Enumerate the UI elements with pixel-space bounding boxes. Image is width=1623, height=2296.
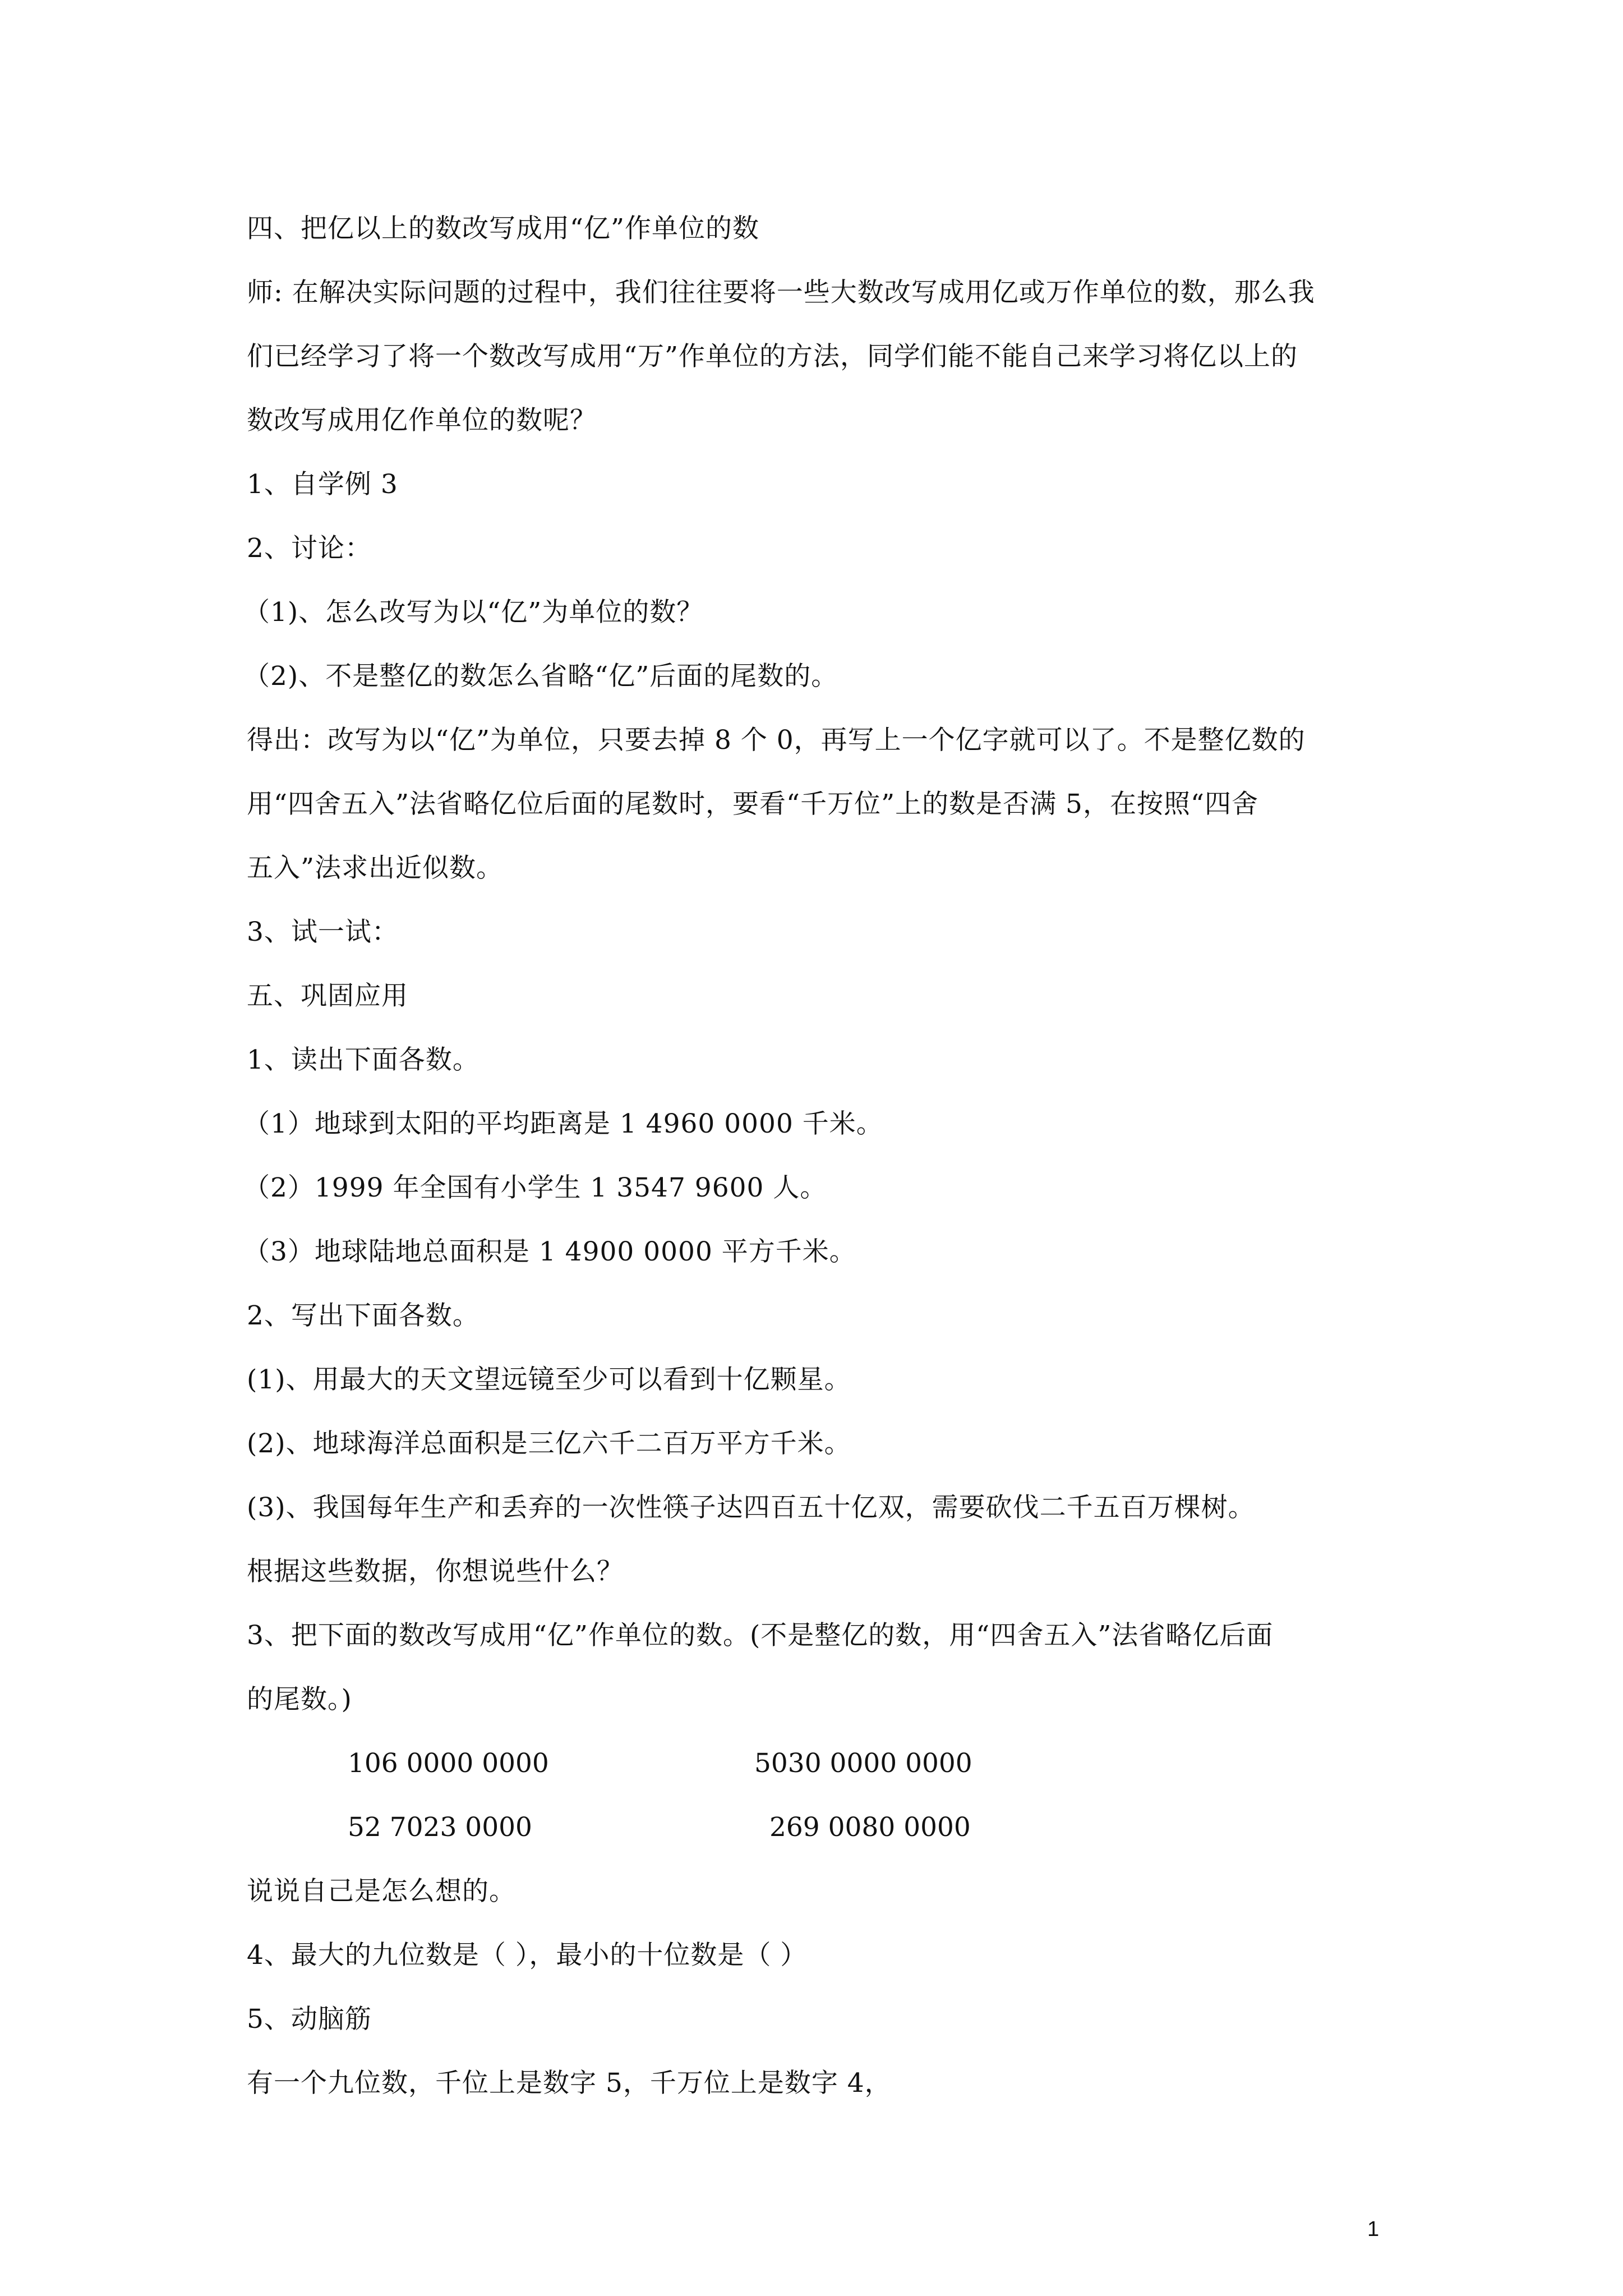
list-item: 3、试一试： xyxy=(247,917,399,947)
list-item: （1）地球到太阳的平均距离是 1 4960 0000 千米。 xyxy=(243,1108,883,1139)
paragraph-line: 说说自己是怎么想的。 xyxy=(247,1876,516,1907)
section-heading-5: 五、巩固应用 xyxy=(247,981,408,1011)
section-heading-4: 四、把亿以上的数改写成用“亿”作单位的数 xyxy=(247,213,760,244)
list-item: （1)、怎么改写为以“亿”为单位的数？ xyxy=(243,597,704,628)
list-item: 1、自学例 3 xyxy=(247,469,398,500)
list-item: （2)、不是整亿的数怎么省略“亿”后面的尾数的。 xyxy=(243,661,838,692)
list-item: (2)、地球海洋总面积是三亿六千二百万平方千米。 xyxy=(247,1428,851,1459)
list-item: 4、最大的九位数是（ ），最小的十位数是（ ） xyxy=(247,1940,808,1971)
list-item: 3、把下面的数改写成用“亿”作单位的数。(不是整亿的数，用“四舍五入”法省略亿后面 xyxy=(247,1620,1274,1651)
list-item: （3）地球陆地总面积是 1 4900 0000 平方千米。 xyxy=(243,1236,856,1267)
number-item: 5030 0000 0000 xyxy=(754,1748,972,1779)
list-item: (1)、用最大的天文望远镜至少可以看到十亿颗星。 xyxy=(247,1364,851,1395)
number-item: 52 7023 0000 xyxy=(348,1812,532,1843)
list-item: 2、写出下面各数。 xyxy=(247,1300,479,1331)
number-item: 106 0000 0000 xyxy=(348,1748,549,1779)
paragraph-line: 有一个九位数，千位上是数字 5，千万位上是数字 4， xyxy=(247,2068,892,2099)
paragraph-line: 数改写成用亿作单位的数呢？ xyxy=(247,405,597,436)
paragraph-line: 五入”法求出近似数。 xyxy=(247,853,504,884)
page-number: 1 xyxy=(1367,2217,1380,2241)
paragraph-line: 师: 在解决实际问题的过程中，我们往往要将一些大数改写成用亿或万作单位的数，那么我 xyxy=(247,277,1315,308)
number-item: 269 0080 0000 xyxy=(769,1812,971,1843)
paragraph-line: 得出：改写为以“亿”为单位，只要去掉 8 个 0，再写上一个亿字就可以了。不是整亿数的 xyxy=(247,725,1306,756)
list-item: （2）1999 年全国有小学生 1 3547 9600 人。 xyxy=(243,1172,827,1203)
list-item: 5、动脑筋 xyxy=(247,2004,372,2035)
paragraph-line: 的尾数。) xyxy=(247,1684,352,1715)
list-item: 2、讨论： xyxy=(247,533,372,564)
paragraph-line: 们已经学习了将一个数改写成用“万”作单位的方法，同学们能不能自己来学习将亿以上的 xyxy=(247,341,1298,372)
paragraph-line: 根据这些数据，你想说些什么？ xyxy=(247,1556,624,1587)
list-item: 1、读出下面各数。 xyxy=(247,1045,479,1075)
paragraph-line: 用“四舍五入”法省略亿位后面的尾数时，要看“千万位”上的数是否满 5，在按照“四舍 xyxy=(247,789,1258,820)
list-item: (3)、我国每年生产和丢弃的一次性筷子达四百五十亿双，需要砍伐二千五百万棵树。 xyxy=(247,1492,1255,1523)
